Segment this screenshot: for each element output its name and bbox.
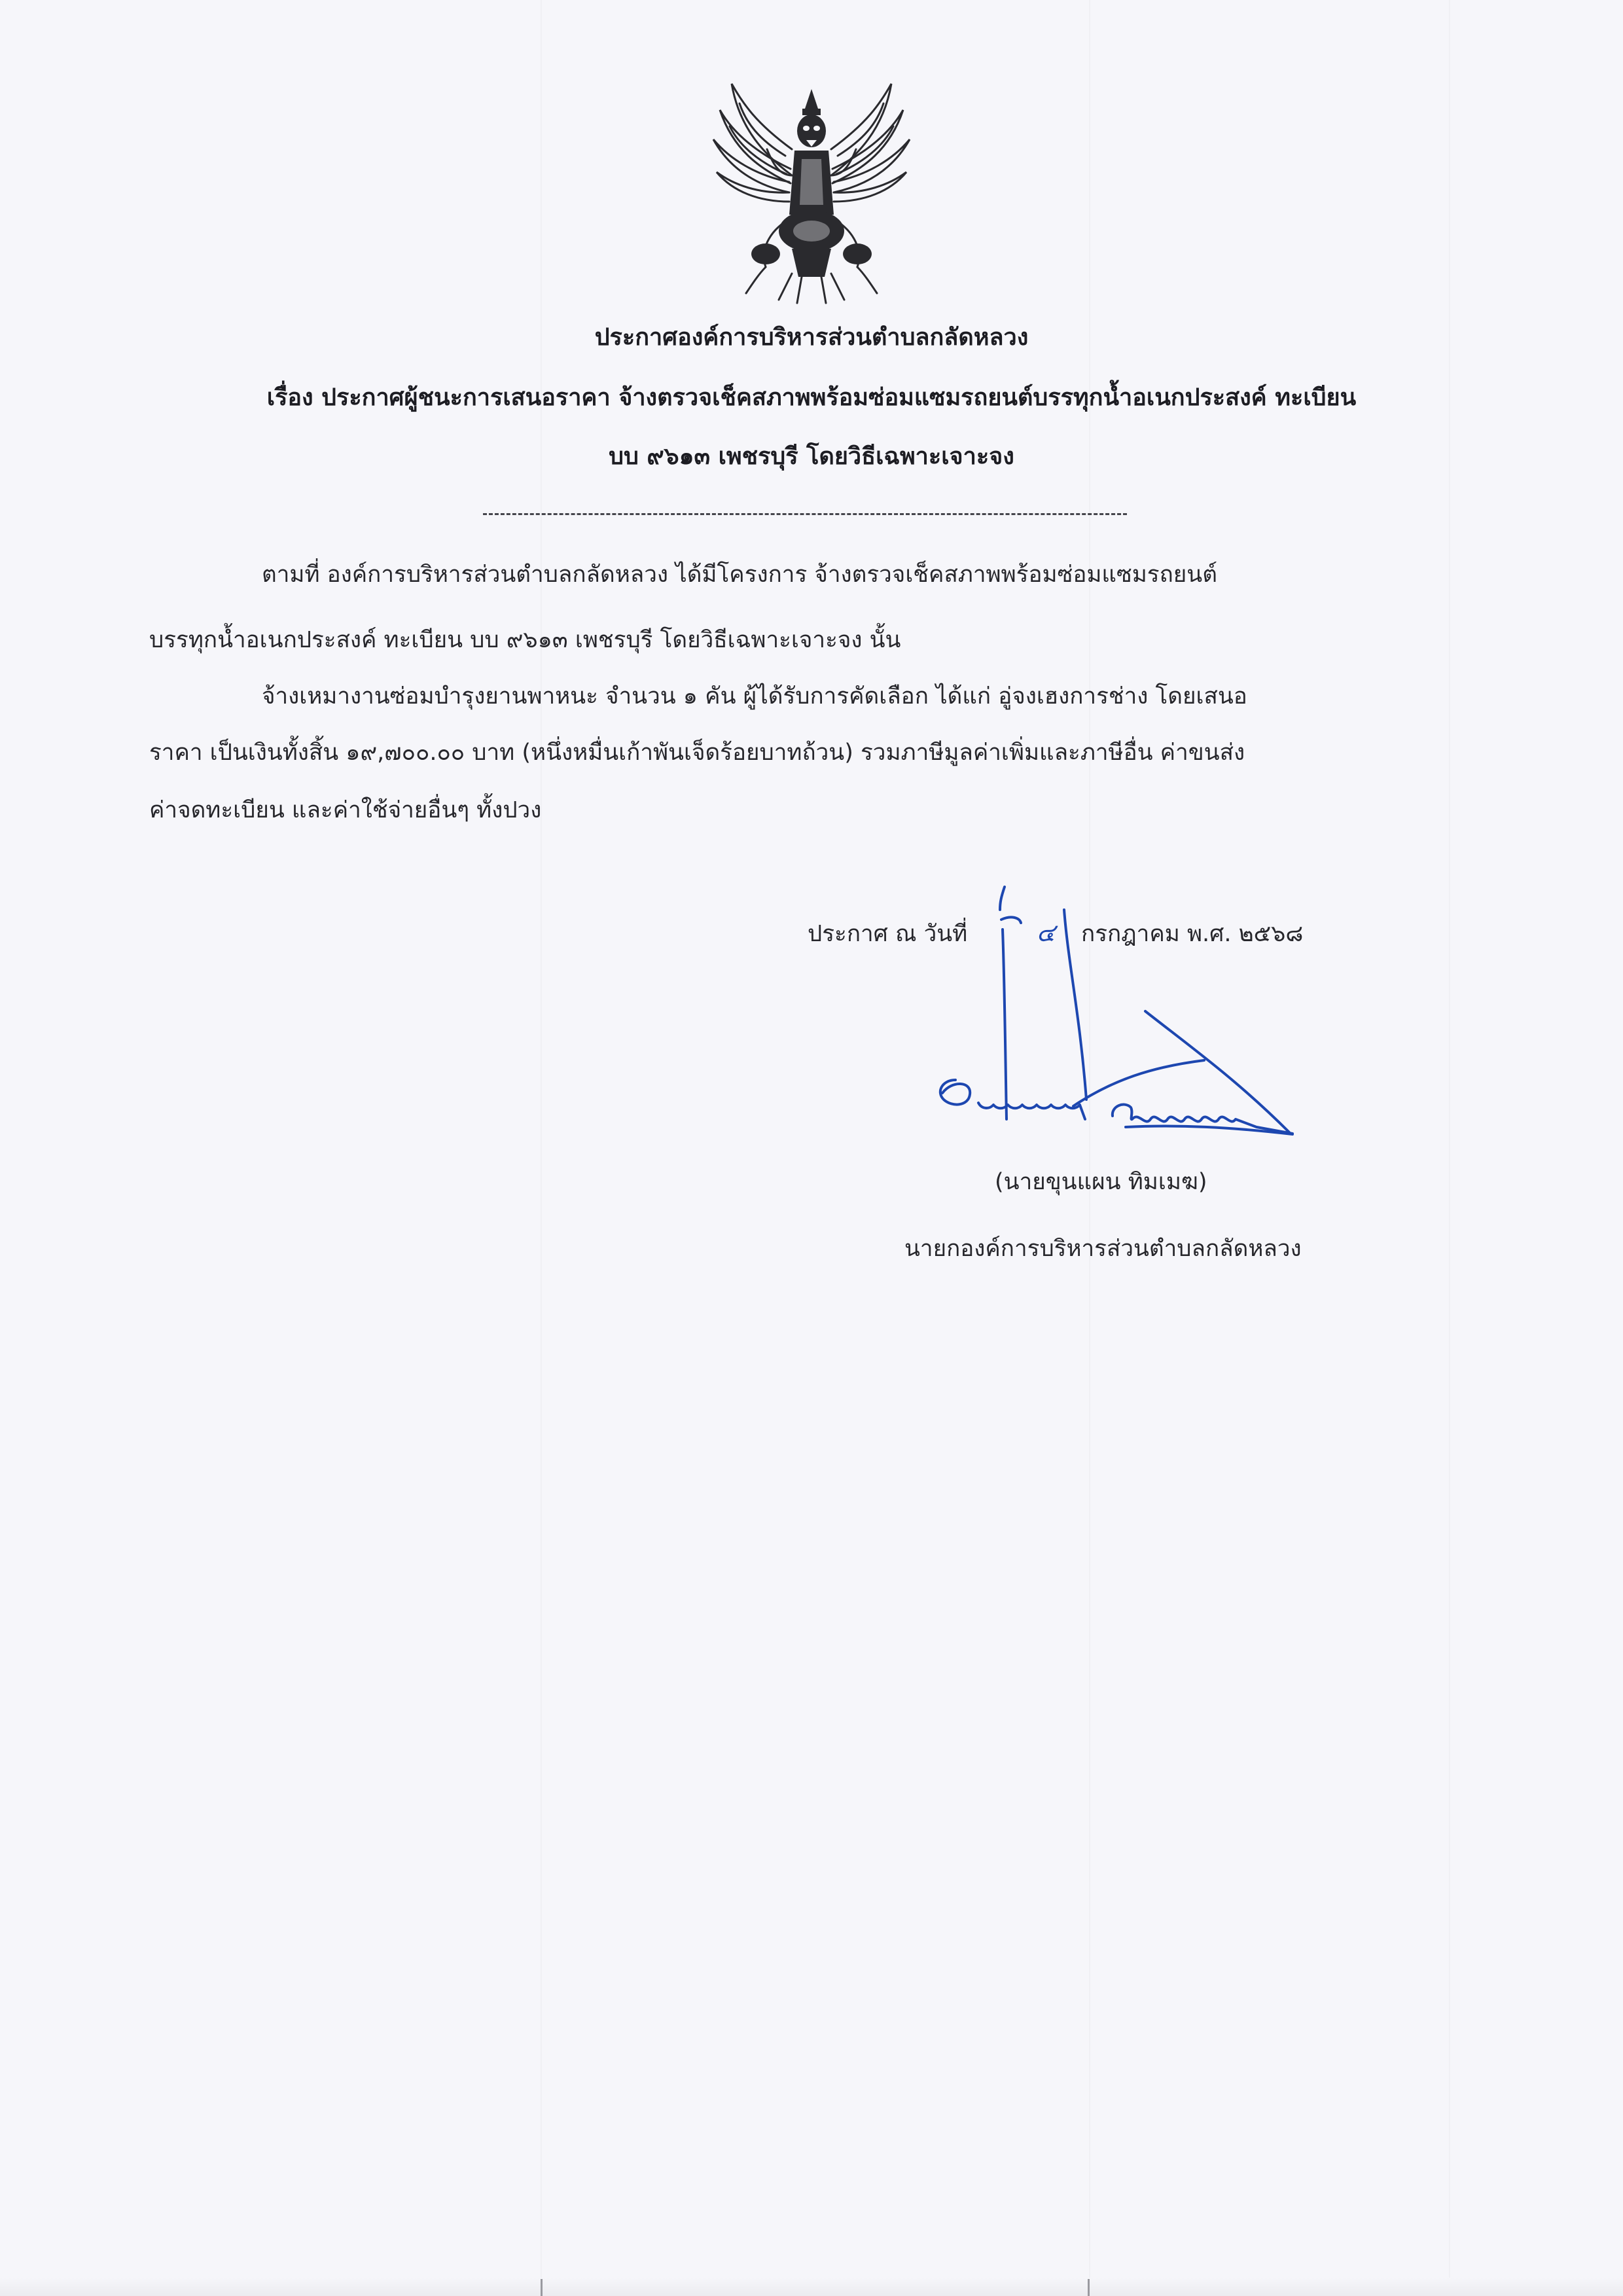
paragraph-1-line-2: บรรทุกน้ำอเนกประสงค์ ทะเบียน บบ ๙๖๑๓ เพชรบุรี โดยวิธีเฉพาะเจาะจง นั้น — [149, 627, 901, 653]
agency-announcement-title: ประกาศองค์การบริหารส่วนตำบลกลัดหลวง — [594, 324, 1029, 351]
signer-name: (นายขุนแผน ทิมเมฆ) — [995, 1169, 1207, 1195]
handwritten-signature — [916, 884, 1322, 1158]
paragraph-2-line-2: ราคา เป็นเงินทั้งสิ้น ๑๙,๗๐๐.๐๐ บาท (หนึ่งหมื่นเก้าพันเจ็ดร้อยบาทถ้วน) รวมภาษีมูลค่าเพิ่มและภาษีอื่น ค่าขนส่ง — [149, 740, 1245, 766]
title-divider — [483, 513, 1127, 515]
paragraph-1-line-1: ตามที่ องค์การบริหารส่วนตำบลกลัดหลวง ได้มีโครงการ จ้างตรวจเช็คสภาพพร้อมซ่อมแซมรถยนต์ — [262, 562, 1217, 588]
date-month-year: กรกฎาคม พ.ศ. ๒๕๖๘ — [1081, 921, 1304, 947]
paragraph-2-line-3: ค่าจดทะเบียน และค่าใช้จ่ายอื่นๆ ทั้งปวง — [149, 797, 542, 823]
garuda-emblem-icon — [694, 77, 929, 313]
paragraph-2-line-1: จ้างเหมางานซ่อมบำรุงยานพาหนะ จำนวน ๑ คัน ผู้ได้รับการคัดเลือก ได้แก่ อู่จงเฮงการช่าง โดยเสนอ — [262, 683, 1247, 709]
subject-line-2: บบ ๙๖๑๓ เพชรบุรี โดยวิธีเฉพาะเจาะจง — [609, 443, 1014, 470]
date-day-handwritten: ๔ — [1036, 918, 1056, 947]
date-prefix: ประกาศ ณ วันที่ — [808, 921, 968, 947]
scan-artifact-tick — [541, 2279, 543, 2296]
scan-bottom-edge — [0, 2278, 1623, 2296]
subject-line-1: เรื่อง ประกาศผู้ชนะการเสนอราคา จ้างตรวจเช็คสภาพพร้อมซ่อมแซมรถยนต์บรรทุกน้ำอเนกประสงค์ ทะเบียน — [266, 384, 1357, 411]
signer-position: นายกองค์การบริหารส่วนตำบลกลัดหลวง — [904, 1236, 1302, 1262]
scan-artifact-tick — [1088, 2279, 1090, 2296]
